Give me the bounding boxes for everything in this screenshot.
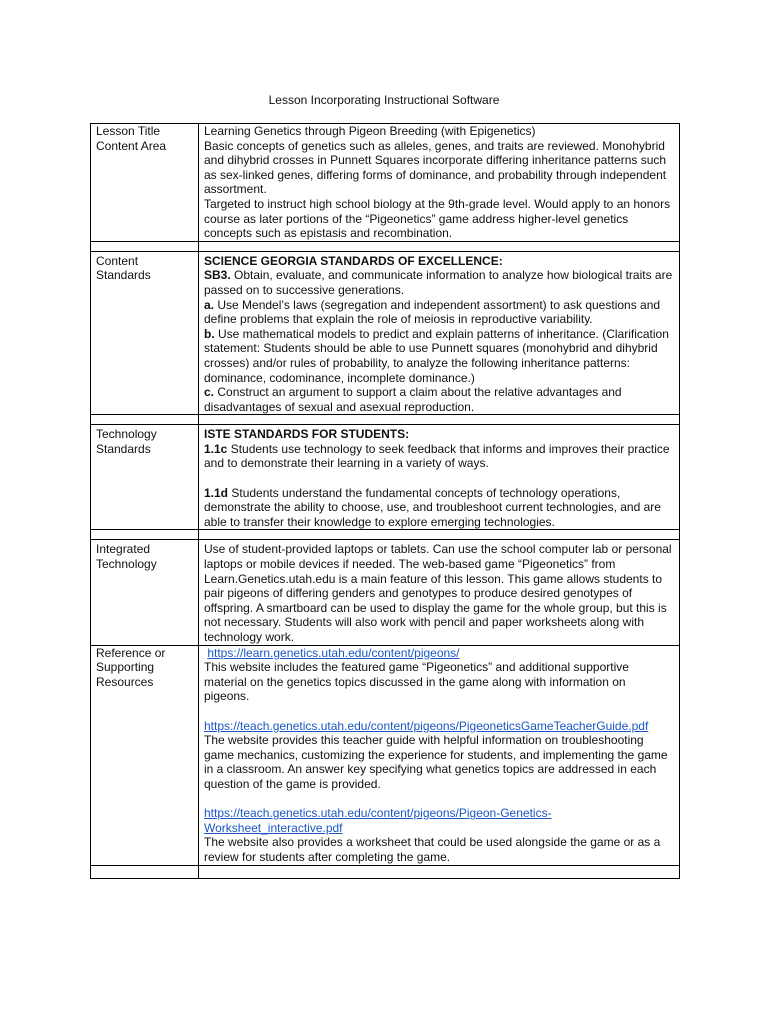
- label-cell: [91, 540, 199, 645]
- spacer-row: [91, 241, 680, 251]
- lesson-plan-table: [90, 123, 680, 879]
- standard-sb3-a: [204, 298, 674, 327]
- spacer-row: [91, 530, 680, 540]
- standard-text: Construct an argument to support a claim about the relative advantages and disadvantages of sexual and asexual reproduction.: [204, 385, 622, 414]
- technology-standards-label: Technology: [96, 427, 157, 442]
- standard-text: Students understand the fundamental concepts of technology operations, demonstrate the ability to choose, use, and troubleshoot current technologies, and are able to transfer their knowledge to explore emerging technologies.: [204, 485, 661, 529]
- value-cell: [199, 251, 680, 415]
- integrated-technology-label: Integrated: [96, 542, 151, 557]
- georgia-standards-heading: SCIENCE GEORGIA STANDARDS OF EXCELLENCE:: [204, 253, 503, 268]
- value-cell: [199, 425, 680, 530]
- content-standards-label: Standards: [96, 268, 151, 283]
- value-cell: [199, 645, 680, 865]
- spacer-row: [91, 865, 680, 878]
- reference-resources-label: Reference or: [96, 645, 166, 660]
- table-row-technology-standards: [91, 425, 680, 530]
- standard-text: Obtain, evaluate, and communicate information to analyze how biological traits are passed on to successive generations.: [204, 268, 673, 297]
- label-cell: [91, 645, 199, 865]
- standard-code: a.: [204, 297, 215, 312]
- content-area-paragraph: Basic concepts of genetics such as alleles, genes, and traits are reviewed. Monohybrid and dihybrid crosses in Punnett Squares incorporate differing inheritance patterns such as sex-linked genes, differing forms of dominance, and probability through independent assortment.: [204, 138, 667, 197]
- link-text: https://teach.genetics.utah.edu/content/pigeons/Pigeon-Genetics-: [204, 806, 552, 821]
- reference-resources-label: Supporting: [96, 660, 155, 675]
- standard-sb3: [204, 268, 674, 297]
- standard-text: Use Mendel’s laws (segregation and independent assortment) to ask questions and define problems that explain the role of meiosis in reproductive variability.: [204, 297, 661, 327]
- iste-standards-heading: ISTE STANDARDS FOR STUDENTS:: [204, 427, 410, 442]
- standard-code: c.: [204, 385, 215, 400]
- standard-text: Students use technology to seek feedback that informs and improves their practice and to demonstrate their learning in a variety of ways.: [204, 441, 670, 471]
- content-standards-label: Content: [96, 253, 139, 268]
- label-cell: [91, 425, 199, 530]
- label-cell: [91, 251, 199, 415]
- content-area-label: Content Area: [96, 138, 167, 153]
- standard-1-1c: [204, 442, 674, 471]
- resource-description: This website includes the featured game “Pigeonetics” and additional supportive material on the genetics topics discussed in the game along with information on pigeons.: [204, 660, 629, 704]
- value-cell: [199, 540, 680, 645]
- standard-1-1d: [204, 486, 674, 530]
- table-row-content-standards: [91, 251, 680, 415]
- link-text: Worksheet_interactive.pdf: [204, 820, 343, 835]
- spacer-row: [91, 415, 680, 425]
- standard-sb3-c: [204, 385, 674, 414]
- value-cell: [199, 124, 680, 242]
- technology-standards-label: Standards: [96, 441, 151, 456]
- table-row-integrated-technology: [91, 540, 680, 645]
- label-cell: [91, 124, 199, 242]
- lesson-title-label: Lesson Title: [96, 124, 161, 138]
- resource-link-pigeons[interactable]: https://learn.genetics.utah.edu/content/pigeons/: [207, 645, 460, 660]
- standard-code: SB3.: [204, 268, 231, 283]
- standard-sb3-b: [204, 327, 674, 385]
- table-row-title-content: [91, 124, 680, 242]
- reference-resources-label: Resources: [96, 674, 154, 689]
- standard-text: Use mathematical models to predict and explain patterns of inheritance. (Clarification statement: Students should be able to use Punnett squares (monohybrid and dihybrid crosses) and/or rules of probability, to analyze the following inheritance patterns: dominance, codominance, incomplete dominance.): [204, 326, 669, 385]
- table-row-reference-resources: [91, 645, 680, 865]
- content-area-paragraph: Targeted to instruct high school biology at the 9th-grade level. Would apply to an honors course as later portions of the “Pigeonetics” game address higher-level genetics concepts such as epistasis and recombination.: [204, 196, 671, 241]
- resource-link-teacher-guide[interactable]: https://teach.genetics.utah.edu/content/pigeons/PigeoneticsGameTeacherGuide.pdf: [204, 718, 649, 733]
- lesson-title-value: Learning Genetics through Pigeon Breeding (with Epigenetics): [204, 124, 536, 138]
- document-title: Lesson Incorporating Instructional Software: [268, 93, 500, 107]
- integrated-technology-label: Technology: [96, 557, 157, 572]
- standard-code: 1.1c: [204, 441, 228, 456]
- standard-code: 1.1d: [204, 485, 229, 500]
- resource-link-worksheet[interactable]: [204, 806, 552, 835]
- resource-description: The website also provides a worksheet that could be used alongside the game or as a review for students after completing the game.: [204, 835, 661, 864]
- resource-description: The website provides this teacher guide with helpful information on troubleshooting game mechanics, customizing the experience for students, and implementing the game in a classroom. An answer key specifying what genetics topics are addressed in each question of the game is provided.: [204, 733, 668, 791]
- standard-code: b.: [204, 326, 215, 341]
- integrated-technology-text: Use of student-provided laptops or tablets. Can use the school computer lab or personal laptops or mobile devices if needed. The web-based game “Pigeonetics” from Learn.Genetics.utah.edu is a main feature of this lesson. This game allows students to pair pigeons of differing genders and genotypes to produce desired genotypes of offspring. A smartboard can be used to display the game for the whole group, but this is not necessary. Students will also work with pencil and paper worksheets along with technology work.: [204, 542, 672, 644]
